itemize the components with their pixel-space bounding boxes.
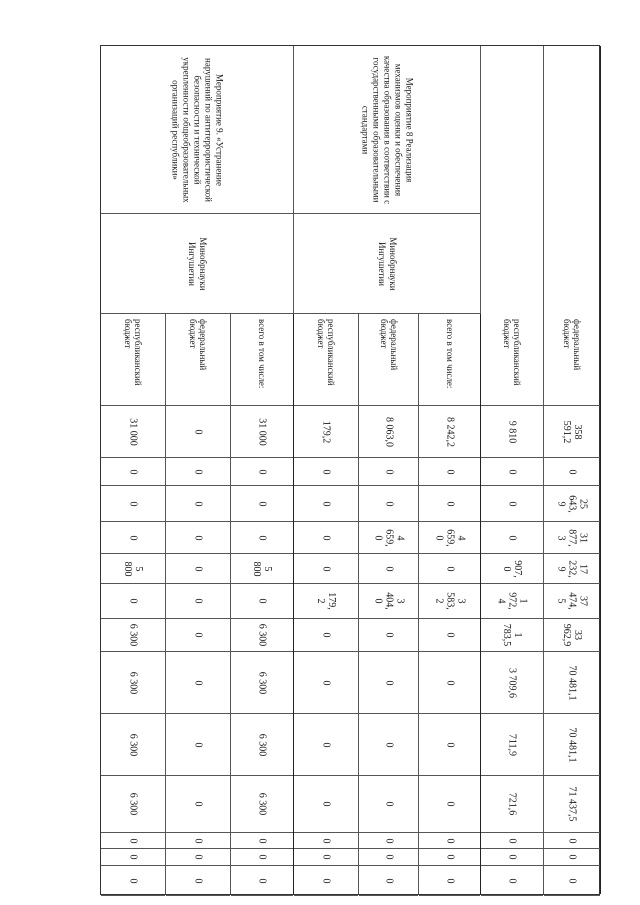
value-cell-text: 0 (127, 838, 139, 843)
value-cell (359, 522, 418, 554)
value-cell (294, 714, 358, 776)
value-cell (101, 554, 165, 584)
value-cell (231, 584, 293, 619)
value-cell-text: 0 (383, 838, 394, 843)
value-cell-text: 9 810 (506, 420, 518, 443)
value-cell-text: 0 (320, 680, 332, 685)
value-cell-text: 5 800 (122, 561, 144, 576)
value-cell-text: 0 (256, 469, 268, 474)
value-cell (544, 486, 600, 522)
value-cell-text: 0 (506, 854, 518, 860)
value-cell (294, 458, 358, 486)
value-cell (419, 652, 480, 714)
value-cell-text: 0 (444, 838, 455, 843)
value-cell (101, 584, 165, 619)
value-cell-text: 3 404, 0 (372, 592, 405, 610)
value-cell (294, 652, 358, 714)
value-cell-text: 0 (320, 801, 332, 807)
value-cell (294, 522, 358, 554)
value-cell (294, 619, 358, 652)
value-cell-text: 0 (127, 854, 139, 860)
value-cell (166, 486, 230, 522)
value-cell (544, 406, 600, 458)
value-cell (481, 584, 543, 619)
value-cell (166, 458, 230, 486)
value-cell (231, 776, 293, 833)
value-cell-text: 6 300 (127, 733, 139, 756)
executor-cell (294, 214, 481, 314)
value-cell-text: 0 (320, 535, 332, 540)
value-cell (166, 714, 230, 776)
value-cell (481, 458, 543, 486)
value-cell (231, 458, 293, 486)
value-cell (544, 584, 600, 619)
value-cell (101, 652, 165, 714)
value-cell (166, 554, 230, 584)
value-cell (419, 714, 480, 776)
value-cell-text: 0 (127, 878, 139, 883)
value-cell (481, 486, 543, 522)
value-cell (359, 833, 418, 849)
value-cell-text: 0 (444, 878, 455, 883)
value-cell-text: 6 300 (256, 792, 268, 816)
value-cell (101, 776, 165, 833)
value-cell-text: 0 (506, 878, 518, 883)
value-cell-text: 8 063,0 (383, 416, 394, 447)
value-cell (481, 619, 543, 652)
value-cell (481, 849, 543, 866)
value-cell-text: 0 (566, 838, 578, 843)
value-cell (294, 776, 358, 833)
value-cell (359, 714, 418, 776)
value-cell (359, 866, 418, 896)
value-cell (481, 522, 543, 554)
value-cell (101, 849, 165, 866)
value-cell-text: 1 783,5 (501, 623, 523, 647)
value-cell (166, 406, 230, 458)
value-cell-text: 0 (444, 566, 455, 571)
value-cell-text: 0 (383, 469, 394, 474)
value-cell-text: 179,2 (320, 420, 332, 443)
executor-name: Минобрнауки Ингушетии (187, 236, 208, 291)
value-cell (544, 652, 600, 714)
value-cell (101, 866, 165, 896)
value-cell-text: 0 (383, 878, 394, 883)
value-cell (294, 833, 358, 849)
value-cell (419, 619, 480, 652)
value-cell-text: 6 300 (127, 623, 139, 647)
value-cell-text: 31 000 (127, 417, 139, 446)
value-cell (359, 776, 418, 833)
value-cell-text: 0 (192, 878, 204, 883)
value-cell-text: 0 (383, 632, 394, 638)
funding-source-label (359, 314, 418, 406)
value-cell (544, 714, 600, 776)
value-cell (166, 866, 230, 896)
value-cell-text: 6 300 (127, 671, 139, 694)
value-cell (481, 866, 543, 896)
value-cell (481, 776, 543, 833)
value-cell-text: 0 (127, 535, 139, 540)
value-cell-text: 71 437,5 (566, 786, 578, 822)
value-cell (481, 652, 543, 714)
value-cell-text: 6 300 (256, 671, 268, 694)
value-cell-text: 6 300 (256, 623, 268, 647)
value-cell-text: 1 972, 4 (495, 592, 529, 610)
value-cell-text: 0 (320, 838, 332, 843)
value-cell (294, 584, 358, 619)
value-cell-text: 0 (256, 878, 268, 883)
value-cell-text: 0 (506, 501, 518, 506)
value-cell-text: 37 474, 5 (555, 592, 589, 610)
funding-source-label-text: федеральный бюджет (562, 318, 582, 370)
value-cell (419, 458, 480, 486)
value-cell (101, 714, 165, 776)
value-cell (544, 522, 600, 554)
value-cell-text: 0 (444, 469, 455, 474)
value-cell (294, 486, 358, 522)
value-cell-text: 0 (566, 469, 578, 474)
funding-source-label (166, 314, 230, 406)
budget-column-prev_federal (544, 46, 601, 894)
value-cell (294, 554, 358, 584)
value-cell-text: 0 (566, 878, 578, 883)
value-cell-text: 0 (444, 632, 455, 638)
value-cell-text: 0 (383, 742, 394, 747)
value-cell (419, 522, 480, 554)
value-cell (231, 406, 293, 458)
value-cell-text: 0 (506, 838, 518, 843)
value-cell-text: 0 (192, 801, 204, 807)
value-cell (481, 714, 543, 776)
funding-source-label-text: всего в том числе: (444, 318, 455, 388)
value-cell (101, 619, 165, 652)
funding-source-label-text: республиканский бюджет (123, 318, 143, 386)
measure-title-cell (101, 46, 294, 214)
value-cell (544, 458, 600, 486)
value-cell (294, 849, 358, 866)
value-cell-text: 0 (192, 535, 204, 540)
value-cell (359, 406, 418, 458)
value-cell-text: 0 (192, 598, 204, 604)
value-cell (481, 833, 543, 849)
funding-source-label-text: федеральный бюджет (378, 318, 399, 370)
value-cell-text: 0 (192, 680, 204, 685)
value-cell-text: 0 (444, 854, 455, 860)
value-cell (419, 776, 480, 833)
value-cell-text: 0 (444, 501, 455, 506)
value-cell-text: 6 300 (256, 733, 268, 756)
value-cell (544, 776, 600, 833)
value-cell-text: 0 (192, 742, 204, 747)
value-cell (166, 833, 230, 849)
value-cell (231, 866, 293, 896)
value-cell-text: 711,9 (506, 733, 518, 756)
value-cell (419, 833, 480, 849)
value-cell (419, 849, 480, 866)
value-cell (231, 619, 293, 652)
budget-column-prev_republic (481, 46, 544, 894)
value-cell-text: 0 (383, 566, 394, 571)
funding-source-label (294, 314, 358, 406)
value-cell (481, 554, 543, 584)
value-cell (101, 522, 165, 554)
funding-source-label (231, 314, 293, 406)
value-cell-text: 358 591,2 (561, 420, 583, 443)
value-cell-text: 0 (320, 878, 332, 883)
value-cell-text: 721,6 (506, 792, 518, 816)
executor-name: Минобрнауки Ингушетии (377, 236, 398, 291)
value-cell-text: 0 (127, 469, 139, 474)
value-cell-text: 33 962,9 (561, 623, 583, 647)
funding-source-label-text: республиканский бюджет (502, 318, 522, 386)
value-cell-text: 25 643, 9 (555, 494, 589, 513)
value-cell-text: 8 242,2 (444, 416, 455, 447)
value-cell-text: 0 (192, 501, 204, 506)
value-cell (166, 652, 230, 714)
value-cell (101, 406, 165, 458)
value-cell-text: 0 (566, 854, 578, 860)
value-cell-text: 0 (320, 854, 332, 860)
value-cell-text: 5 800 (251, 561, 273, 576)
value-cell (419, 866, 480, 896)
value-cell-text: 0 (320, 632, 332, 638)
value-cell (294, 866, 358, 896)
value-cell-text: 3 709,6 (506, 667, 518, 698)
funding-source-label (419, 314, 480, 406)
value-cell-text: 4 659, 0 (433, 528, 466, 547)
value-cell (231, 652, 293, 714)
value-cell (359, 652, 418, 714)
value-cell-text: 0 (320, 469, 332, 474)
measure-title: Мероприятие 9. «Устранение нарушений по антитеррористической безопасности и технической укрепленности общеобразовательных организаций республики» (170, 56, 225, 203)
value-cell-text: 31 000 (256, 417, 268, 446)
value-cell (359, 458, 418, 486)
value-cell (231, 714, 293, 776)
value-cell (359, 619, 418, 652)
value-cell (231, 833, 293, 849)
value-cell (419, 406, 480, 458)
value-cell (231, 554, 293, 584)
value-cell-text: 3 583, 2 (433, 592, 466, 610)
value-cell (101, 486, 165, 522)
value-cell-text: 0 (192, 854, 204, 860)
value-cell (294, 406, 358, 458)
funding-source-label (481, 314, 543, 406)
value-cell-text: 0 (506, 469, 518, 474)
value-cell (101, 458, 165, 486)
value-cell-text: 0 (444, 742, 455, 747)
value-cell (231, 522, 293, 554)
value-cell (544, 554, 600, 584)
funding-source-label-text: республиканский бюджет (316, 318, 336, 386)
value-cell (166, 584, 230, 619)
value-cell (544, 849, 600, 866)
value-cell-text: 0 (444, 801, 455, 807)
value-cell-text: 179, 2 (315, 592, 337, 610)
funding-source-label (544, 314, 600, 406)
value-cell-text: 0 (320, 566, 332, 571)
value-cell-text: 0 (383, 801, 394, 807)
value-cell (359, 849, 418, 866)
value-cell (166, 849, 230, 866)
value-cell-text: 0 (383, 501, 394, 506)
value-cell-text: 0 (192, 566, 204, 571)
value-cell-text: 70 481,1 (566, 727, 578, 762)
value-cell-text: 0 (256, 854, 268, 860)
value-cell-text: 0 (383, 854, 394, 860)
value-cell (544, 619, 600, 652)
value-cell-text: 0 (444, 680, 455, 685)
measure-title: Мероприятие 8 Реализация механизмов оценки и обеспечения качества образования в соответствии с государственными образовательными стандартами (360, 55, 415, 204)
value-cell-text: 6 300 (127, 792, 139, 816)
measure-title-cell (294, 46, 481, 214)
value-cell (231, 486, 293, 522)
value-cell-text: 0 (320, 742, 332, 747)
value-cell-text: 0 (192, 838, 204, 843)
value-cell-text: 17 232, 9 (555, 559, 589, 578)
value-cell-text: 0 (127, 501, 139, 506)
value-cell-text: 0 (192, 632, 204, 638)
value-cell (166, 776, 230, 833)
value-cell (359, 584, 418, 619)
value-cell-text: 0 (320, 501, 332, 506)
value-cell (166, 619, 230, 652)
value-cell-text: 0 (256, 501, 268, 506)
value-cell (359, 486, 418, 522)
value-cell (544, 866, 600, 896)
value-cell-text: 907, 0 (501, 559, 523, 578)
value-cell-text: 0 (256, 535, 268, 540)
value-cell (544, 833, 600, 849)
value-cell (419, 486, 480, 522)
value-cell (481, 406, 543, 458)
value-cell-text: 4 659, 0 (372, 528, 405, 547)
value-cell (359, 554, 418, 584)
funding-source-label (101, 314, 165, 406)
funding-source-label-text: федеральный бюджет (188, 318, 208, 370)
value-cell-text: 0 (506, 535, 518, 540)
funding-source-label-text: всего в том числе: (257, 318, 267, 388)
value-cell-text: 70 481,1 (566, 665, 578, 700)
value-cell-text: 0 (256, 838, 268, 843)
value-cell-text: 0 (192, 469, 204, 474)
value-cell-text: 0 (383, 680, 394, 685)
value-cell (419, 554, 480, 584)
value-cell (101, 833, 165, 849)
value-cell (419, 584, 480, 619)
value-cell (231, 849, 293, 866)
budget-table (100, 45, 600, 895)
value-cell (166, 522, 230, 554)
value-cell-text: 0 (192, 429, 204, 434)
value-cell-text: 31 877, 3 (555, 528, 589, 547)
executor-cell (101, 214, 294, 314)
value-cell-text: 0 (127, 598, 139, 604)
value-cell-text: 0 (256, 598, 268, 604)
